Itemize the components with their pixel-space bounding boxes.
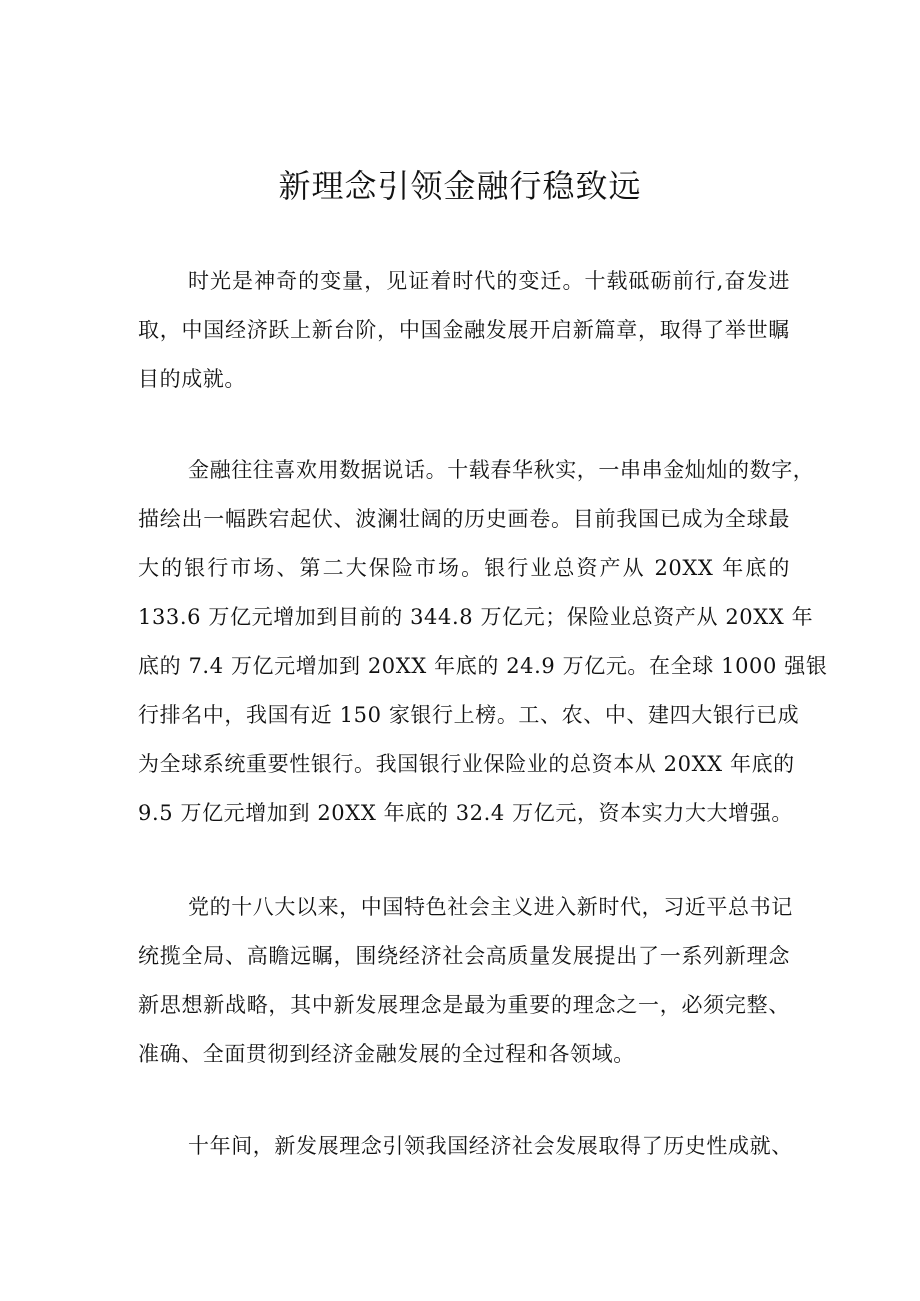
paragraph-4-line-1: 十年间，新发展理念引领我国经济社会发展取得了历史性成就、 <box>188 1134 793 1158</box>
paragraph-3-line-2: 统揽全局、高瞻远瞩，围绕经济社会高质量发展提出了一系列新理念 <box>138 944 790 968</box>
paragraph-2-line-2: 描绘出一幅跌宕起伏、波澜壮阔的历史画卷。目前我国已成为全球最 <box>138 507 790 531</box>
paragraph-1-line-3: 目的成就。 <box>138 367 246 391</box>
paragraph-2-line-6: 行排名中，我国有近 150 家银行上榜。工、农、中、建四大银行已成 <box>138 703 800 727</box>
paragraph-1-line-1: 时光是神奇的变量，见证着时代的变迁。十载砥砺前行,奋发进 <box>188 269 790 293</box>
paragraph-2-line-1: 金融往往喜欢用数据说话。十载春华秋实，一串串金灿灿的数字， <box>188 458 815 482</box>
document-title: 新理念引领金融行稳致远 <box>278 167 642 205</box>
paragraph-1-line-2: 取，中国经济跃上新台阶，中国金融发展开启新篇章，取得了举世瞩 <box>138 318 790 342</box>
paragraph-3-line-4: 准确、全面贯彻到经济金融发展的全过程和各领域。 <box>138 1042 635 1066</box>
paragraph-3-line-3: 新思想新战略，其中新发展理念是最为重要的理念之一，必须完整、 <box>138 993 790 1017</box>
paragraph-3-line-1: 党的十八大以来，中国特色社会主义进入新时代，习近平总书记 <box>188 895 793 919</box>
paragraph-2-line-7: 为全球系统重要性银行。我国银行业保险业的总资本从 20XX 年底的 <box>138 752 795 776</box>
paragraph-2-line-3: 大的银行市场、第二大保险市场。银行业总资产从 20XX 年底的 <box>138 556 790 580</box>
paragraph-2-line-8: 9.5 万亿元增加到 20XX 年底的 32.4 万亿元，资本实力大大增强。 <box>138 801 793 825</box>
paragraph-2-line-5: 底的 7.4 万亿元增加到 20XX 年底的 24.9 万亿元。在全球 1000 强银 <box>138 654 828 678</box>
paragraph-2-line-4: 133.6 万亿元增加到目前的 344.8 万亿元；保险业总资产从 20XX 年 <box>138 605 814 629</box>
